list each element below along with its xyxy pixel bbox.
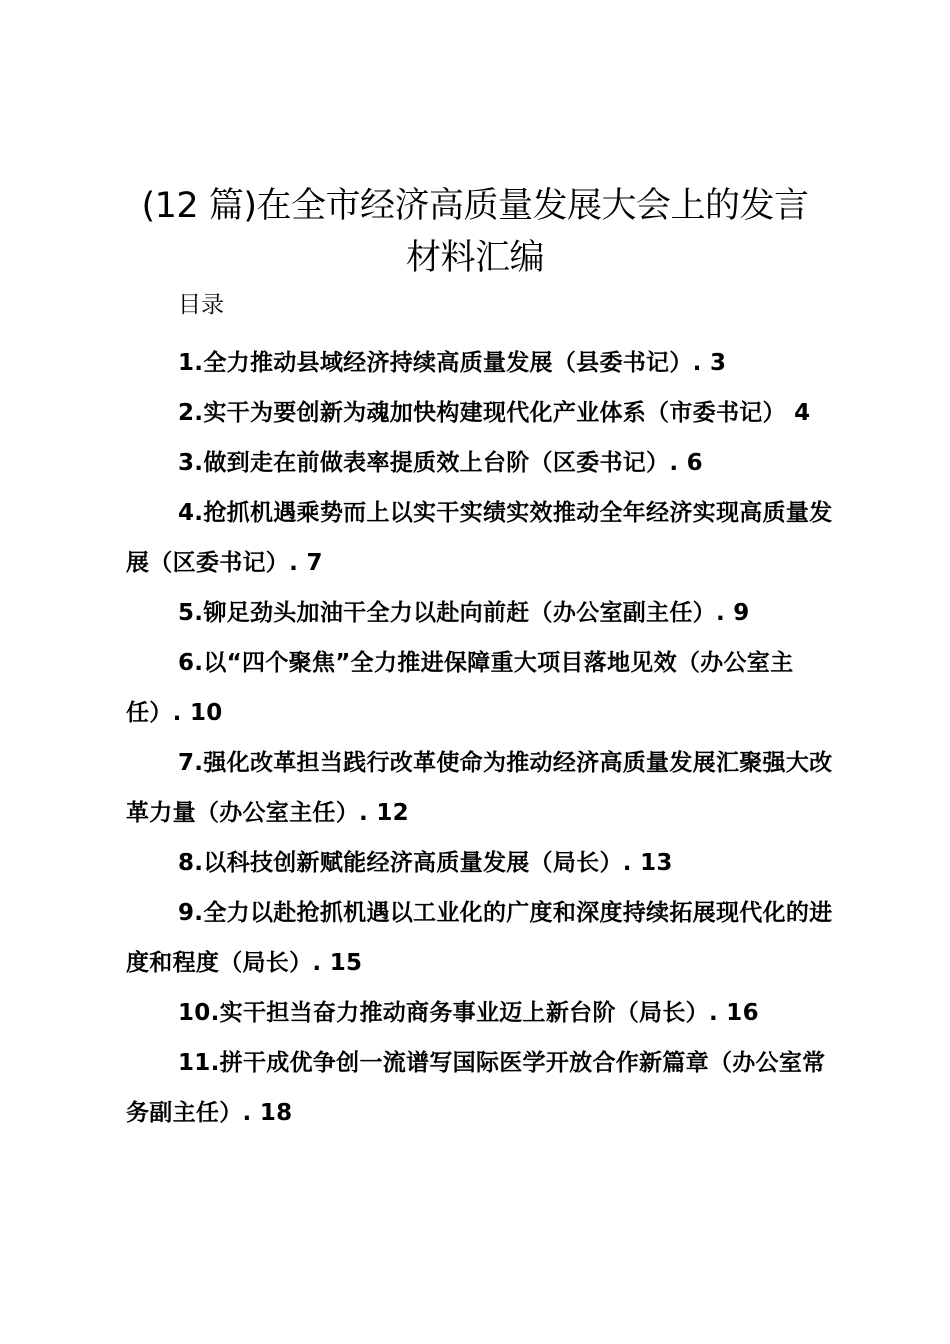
toc-item-3[interactable]: 3.做到走在前做表率提质效上台阶（区委书记）. 6 [178, 450, 703, 476]
toc-item-7[interactable]: 7.强化改革担当践行改革使命为推动经济高质量发展汇聚强大改革力量（办公室主任）. 12 [126, 750, 833, 826]
toc-item-10[interactable]: 10.实干担当奋力推动商务事业迈上新台阶（局长）. 16 [178, 1000, 759, 1026]
table-of-contents [126, 338, 838, 1138]
toc-item-9[interactable]: 9.全力以赴抢抓机遇以工业化的广度和深度持续拓展现代化的进度和程度（局长）. 15 [126, 900, 833, 976]
document-title [100, 180, 850, 284]
toc-item-1[interactable]: 1.全力推动县域经济持续高质量发展（县委书记）. 3 [178, 350, 727, 376]
toc-item-2[interactable]: 2.实干为要创新为魂加快构建现代化产业体系（市委书记） 4 [178, 400, 811, 426]
toc-item-5[interactable]: 5.铆足劲头加油干全力以赴向前赶（办公室副主任）. 9 [178, 600, 750, 626]
title-line-2: 材料汇编 [405, 238, 544, 278]
toc-item-11[interactable]: 11.拼干成优争创一流谱写国际医学开放合作新篇章（办公室常务副主任）. 18 [126, 1050, 826, 1126]
toc-heading: 目录 [178, 292, 224, 318]
title-line-1: (12 篇)在全市经济高质量发展大会上的发言 [141, 186, 809, 226]
toc-item-4[interactable]: 4.抢抓机遇乘势而上以实干实绩实效推动全年经济实现高质量发展（区委书记）. 7 [126, 500, 833, 576]
toc-item-6[interactable]: 6.以“四个聚焦”全力推进保障重大项目落地见效（办公室主任）. 10 [126, 650, 794, 726]
toc-item-8[interactable]: 8.以科技创新赋能经济高质量发展（局长）. 13 [178, 850, 673, 876]
